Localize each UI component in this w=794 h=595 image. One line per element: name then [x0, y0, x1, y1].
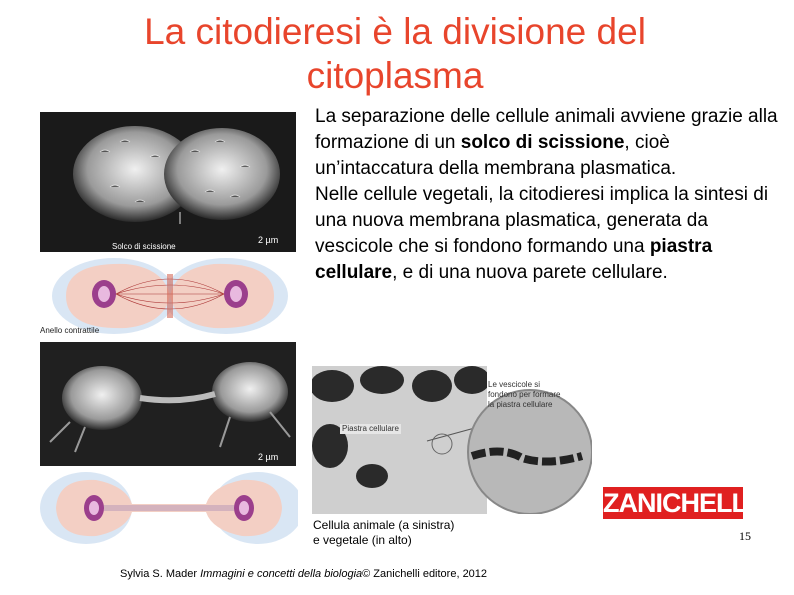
term-piastra: piastra cellulare: [315, 236, 713, 283]
paragraph-plant: [315, 182, 780, 286]
credit-author: Sylvia S. Mader: [120, 568, 201, 580]
diagram-separation-graphic: [36, 468, 298, 548]
page-number: 15: [739, 529, 751, 543]
p2-text-a: Nelle cellule vegetali, la citodieresi implica la sintesi di una nuova membrana plasmatica, generata da vescicole che si fondono formando una: [315, 184, 769, 257]
p2-text-b: , e di una nuova parete cellulare.: [392, 262, 668, 283]
label-piastra-cellulare: Piastra cellulare: [342, 424, 399, 433]
label-anello: Anello contrattile: [40, 326, 100, 335]
sem-image-separation: [40, 342, 296, 466]
credit-rest: © Zanichelli editore, 2012: [362, 568, 488, 580]
credit-book: Immagini e concetti della biologia: [200, 568, 363, 580]
caption-line-1: Cellula animale (a sinistra): [313, 518, 455, 532]
diagram-separation: [36, 468, 298, 548]
label-vescicole: Le vescicole si fondono per formare la piastra cellulare: [488, 380, 561, 409]
zanichelli-logo: ZANICHELLI: [603, 488, 754, 518]
term-solco: solco di scissione: [460, 132, 625, 153]
slide-title: [60, 10, 730, 98]
paragraph-animal: [315, 104, 780, 182]
figure-caption: [313, 518, 503, 548]
sem-separation-graphic: [40, 342, 296, 466]
scale-bar-label-1: 2 µm: [258, 235, 279, 245]
caption-line-2: e vegetale (in alto): [313, 533, 412, 547]
sem-cleavage-graphic: [40, 112, 296, 252]
plant-cell-micrograph: [312, 366, 592, 514]
diagram-contractile-ring: [36, 254, 298, 338]
p1-text-a: La separazione delle cellule animali avviene grazie alla formazione di un: [315, 106, 778, 153]
title-line-2: citoplasma: [306, 55, 484, 96]
sem-image-cleavage: [40, 112, 296, 252]
p1-text-b: , cioè un’intaccatura della membrana plasmatica.: [315, 132, 677, 179]
body-text: [315, 104, 780, 286]
scale-bar-label-2: 2 µm: [258, 452, 279, 462]
source-credit: [120, 568, 487, 580]
title-line-1: La citodieresi è la divisione del: [144, 11, 646, 52]
label-solco: Solco di scissione: [112, 242, 176, 251]
